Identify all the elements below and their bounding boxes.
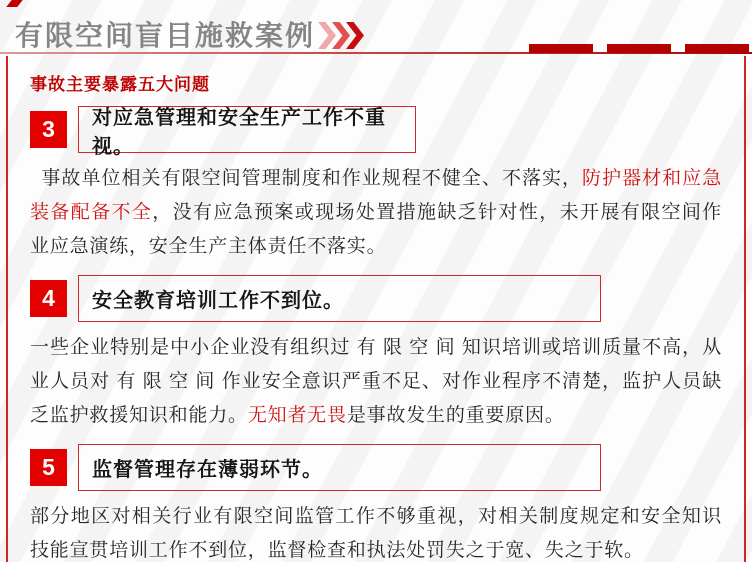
- section-heading: 事故主要暴露五大问题: [30, 75, 210, 94]
- problem-title: 监督管理存在薄弱环节。: [78, 444, 601, 491]
- problem-number-badge: 3: [30, 111, 67, 148]
- body-text: 是事故发生的重要原因。: [346, 405, 565, 426]
- slide-header: [0, 0, 752, 56]
- header-bars: [529, 44, 749, 53]
- problem-item-4: [30, 275, 722, 322]
- body-text: 一些企业特别是中小企业没有组织过 有 限 空 间 知识培训或培训质量不高，从业人员对 有 限 空 间 作业安全意识严重不足、对作业程序不清楚，监护人员缺乏监护救援知识和能力。: [30, 337, 722, 426]
- problem-number-badge: 4: [30, 280, 67, 317]
- problem-title: 对应急管理和安全生产工作不重视。: [78, 106, 416, 153]
- header-bar: [685, 44, 749, 53]
- problem-item-5: [30, 444, 722, 491]
- page-title: 有限空间盲目施救案例: [15, 20, 316, 51]
- problem-paragraph: [30, 331, 722, 433]
- chevron-right-icon: [318, 22, 336, 49]
- body-text: 部分地区对相关行业有限空间监管工作不够重视，对相关制度规定和安全知识技能宣贯培训工作不到位，监督检查和执法处罚失之于宽、失之于软。: [30, 506, 722, 561]
- problem-paragraph: [30, 162, 722, 264]
- content-frame: [6, 56, 746, 562]
- triple-chevron-icon: [322, 22, 364, 49]
- problem-item-3: [30, 106, 722, 158]
- problem-paragraph: [30, 500, 722, 562]
- header-bar: [607, 44, 671, 53]
- header-bar: [529, 44, 593, 53]
- highlighted-red-text: 防护器材和应急装备配备不全: [30, 168, 722, 223]
- body-text: 事故单位相关有限空间管理制度和作业规程不健全、不落实，: [41, 168, 583, 189]
- highlighted-red-text: 无知者无畏: [247, 405, 347, 426]
- corner-accent-mark: [6, 0, 22, 7]
- problem-title: 安全教育培训工作不到位。: [78, 275, 601, 322]
- problem-number-badge: 5: [30, 449, 67, 486]
- body-text: ，没有应急预案或现场处置措施缺乏针对性，未开展有限空间作业应急演练，安全生产主体责任不落实。: [30, 202, 722, 257]
